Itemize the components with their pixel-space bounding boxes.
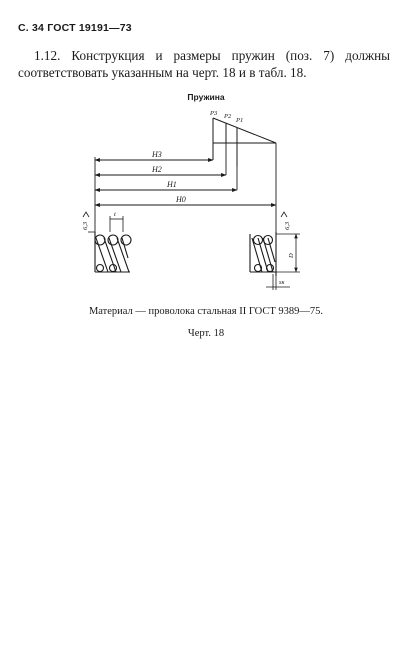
label-H1: H1 [167, 180, 177, 189]
label-H0: H0 [176, 195, 186, 204]
force-diagram [213, 118, 276, 166]
roughness-left: 6,3 [82, 221, 89, 230]
label-H2: H2 [152, 165, 162, 174]
drawing-number: Черт. 18 [187, 328, 225, 339]
page-header: С. 34 ГОСТ 19191—73 [18, 22, 132, 34]
label-sk: sк [279, 279, 285, 286]
paragraph-text: 1.12. Конструкция и размеры пружин (поз. 7) должны соответствовать указанным на черт. 18 и в табл. 18. [18, 48, 390, 80]
end-gap-dimension [266, 274, 290, 290]
label-P1: P1 [236, 117, 244, 124]
figure-title: Пружина [187, 92, 225, 102]
label-H3: H3 [152, 150, 162, 159]
label-D: D [288, 253, 295, 258]
spring-left-coils [95, 232, 131, 272]
label-P2: P2 [224, 113, 232, 120]
pitch-dimension [110, 216, 123, 232]
label-t: t [114, 211, 116, 218]
label-P3: P3 [210, 110, 218, 117]
spring-right-coils [250, 232, 276, 276]
dimension-lines [95, 143, 276, 240]
roughness-right: 6,3 [284, 221, 291, 230]
material-caption: Материал — проволока стальная II ГОСТ 9389—75. [88, 306, 324, 317]
diameter-dimension [276, 234, 300, 272]
